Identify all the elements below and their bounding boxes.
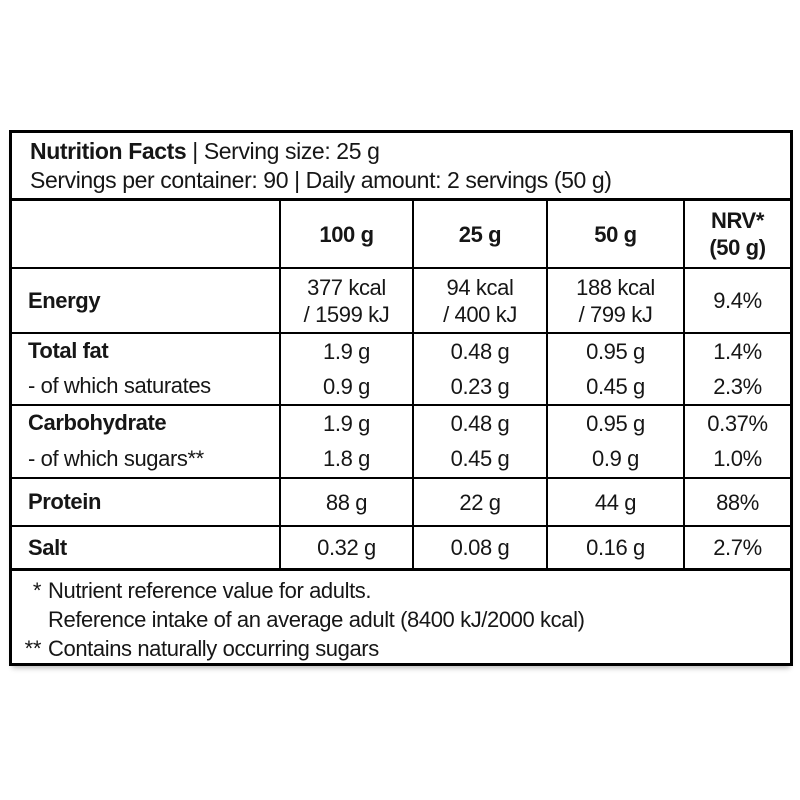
footnotes bbox=[12, 568, 790, 663]
sugars-25g-cell: 0.45 g bbox=[412, 440, 546, 477]
energy-50g-kj: / 799 kJ bbox=[578, 301, 653, 327]
salt-25g-cell: 0.08 g bbox=[412, 525, 546, 568]
energy-25g-kj: / 400 kJ bbox=[443, 301, 517, 327]
footnote-sugars-text: Contains naturally occurring sugars bbox=[48, 636, 379, 661]
label-title: Nutrition Facts bbox=[30, 137, 187, 164]
sugars-100g-cell: 1.8 g bbox=[279, 440, 412, 477]
energy-25g-cell bbox=[412, 267, 546, 332]
carbohydrate-100g-cell: 1.9 g bbox=[279, 404, 412, 440]
nrv-header-line-2: (50 g) bbox=[709, 235, 766, 260]
column-header-nrv bbox=[683, 201, 790, 267]
footnote-reference-intake bbox=[12, 605, 780, 634]
salt-50g-cell: 0.16 g bbox=[546, 525, 683, 568]
energy-50g-cell bbox=[546, 267, 683, 332]
footnote-nrv bbox=[12, 576, 780, 605]
protein-nrv-cell: 88% bbox=[683, 477, 790, 525]
total-fat-nrv-cell: 1.4% bbox=[683, 332, 790, 368]
label-header bbox=[12, 133, 790, 201]
energy-100g-kcal: 377 kcal bbox=[307, 274, 386, 300]
footnote-marker-double-asterisk: ** bbox=[24, 636, 41, 661]
saturates-50g-cell: 0.45 g bbox=[546, 368, 683, 404]
energy-nrv-cell: 9.4% bbox=[683, 267, 790, 332]
column-header-50g: 50 g bbox=[546, 201, 683, 267]
energy-100g-kj: / 1599 kJ bbox=[303, 301, 390, 327]
row-label-saturates: - of which saturates bbox=[28, 373, 211, 398]
saturates-100g-cell: 0.9 g bbox=[279, 368, 412, 404]
total-fat-50g-cell: 0.95 g bbox=[546, 332, 683, 368]
saturates-25g-cell: 0.23 g bbox=[412, 368, 546, 404]
row-label-carbohydrate: Carbohydrate bbox=[12, 404, 279, 440]
protein-100g-cell: 88 g bbox=[279, 477, 412, 525]
row-label-energy: Energy bbox=[12, 267, 279, 332]
sugars-50g-cell: 0.9 g bbox=[546, 440, 683, 477]
salt-nrv-cell: 2.7% bbox=[683, 525, 790, 568]
total-fat-25g-cell: 0.48 g bbox=[412, 332, 546, 368]
sugars-nrv-cell: 1.0% bbox=[683, 440, 790, 477]
carbohydrate-nrv-cell: 0.37% bbox=[683, 404, 790, 440]
energy-25g-kcal: 94 kcal bbox=[446, 274, 514, 300]
nrv-header-line-1: NRV* bbox=[710, 208, 764, 233]
footnote-marker-single-asterisk: * bbox=[32, 578, 41, 603]
header-line-1 bbox=[30, 137, 790, 166]
row-label-protein: Protein bbox=[12, 477, 279, 525]
footnote-reference-intake-text: Reference intake of an average adult (8400 kJ/2000 kcal) bbox=[48, 607, 585, 632]
column-header-blank bbox=[12, 201, 279, 267]
column-header-100g: 100 g bbox=[279, 201, 412, 267]
saturates-nrv-cell: 2.3% bbox=[683, 368, 790, 404]
protein-25g-cell: 22 g bbox=[412, 477, 546, 525]
footnote-marker-blank bbox=[12, 605, 48, 634]
footnote-sugars bbox=[12, 634, 780, 663]
row-label-salt: Salt bbox=[12, 525, 279, 568]
column-header-25g: 25 g bbox=[412, 201, 546, 267]
serving-size-text: | Serving size: 25 g bbox=[192, 137, 380, 164]
header-line-2: Servings per container: 90 | Daily amount: 2 servings (50 g) bbox=[30, 166, 612, 193]
energy-50g-kcal: 188 kcal bbox=[576, 274, 655, 300]
total-fat-100g-cell: 1.9 g bbox=[279, 332, 412, 368]
carbohydrate-50g-cell: 0.95 g bbox=[546, 404, 683, 440]
footnote-nrv-text: Nutrient reference value for adults. bbox=[48, 578, 372, 603]
row-label-total-fat: Total fat bbox=[12, 332, 279, 368]
nutrition-table bbox=[12, 201, 790, 568]
salt-100g-cell: 0.32 g bbox=[279, 525, 412, 568]
energy-100g-cell bbox=[279, 267, 412, 332]
row-label-sugars: - of which sugars** bbox=[28, 445, 204, 471]
carbohydrate-25g-cell: 0.48 g bbox=[412, 404, 546, 440]
protein-50g-cell: 44 g bbox=[546, 477, 683, 525]
nutrition-facts-label bbox=[9, 130, 793, 666]
